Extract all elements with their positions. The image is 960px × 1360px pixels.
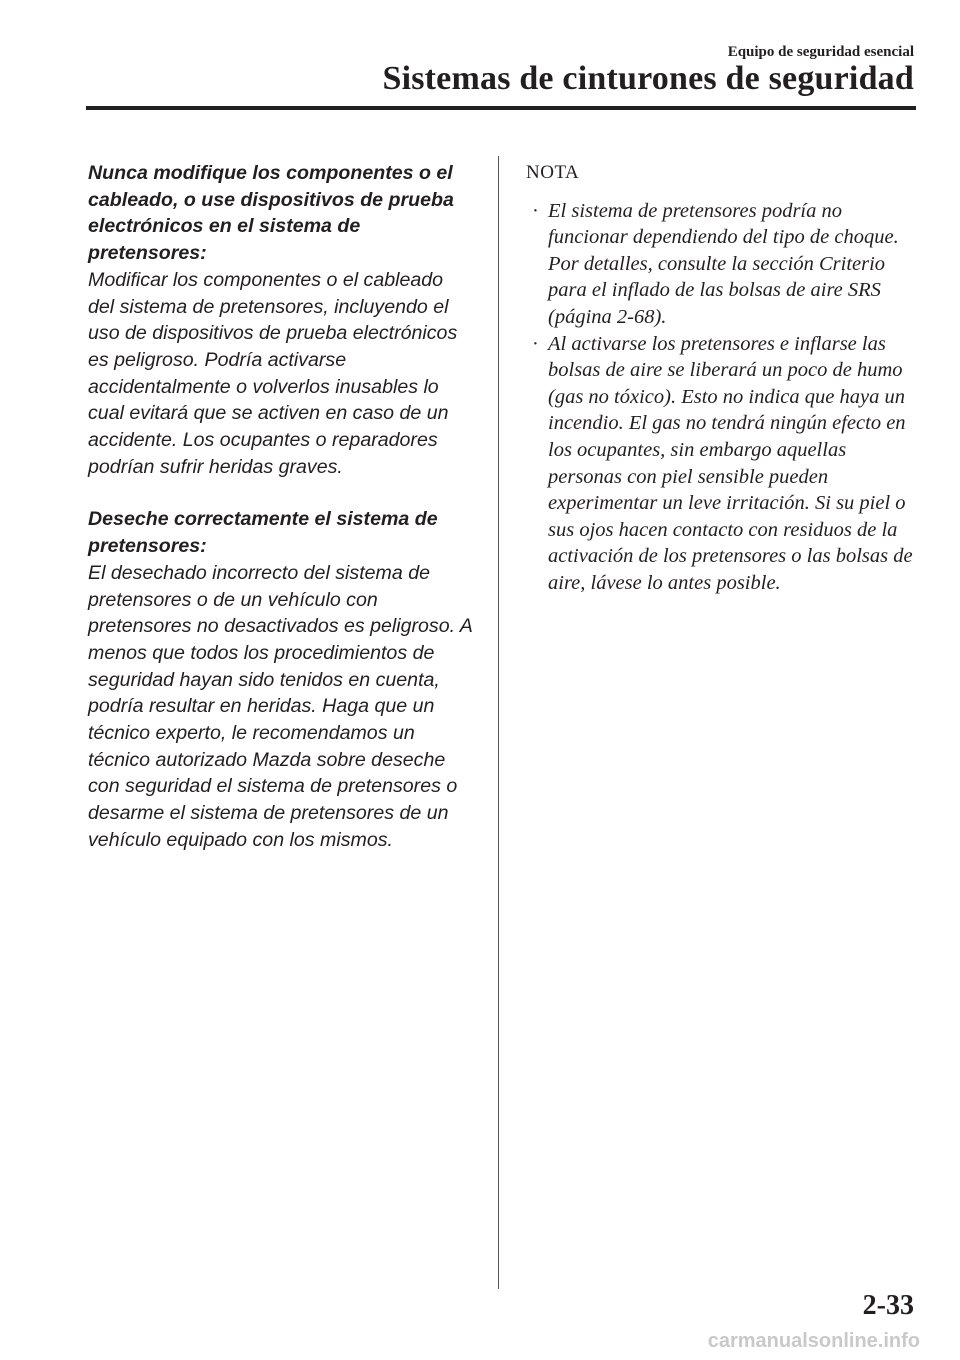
warning-block-1 [88, 160, 474, 480]
bullet-icon: · [532, 199, 539, 222]
bullet-icon: · [532, 332, 539, 355]
page-title: Sistemas de cinturones de seguridad [382, 60, 914, 97]
warning-heading: Deseche correctamente el sistema de pretensores: [88, 508, 438, 558]
page-number: 2-33 [862, 1290, 914, 1321]
watermark: carmanualsonline.info [707, 1330, 920, 1352]
section-label: Equipo de seguridad esencial [727, 44, 914, 60]
note-column [526, 160, 918, 597]
note-item-text: Al activarse los pretensores e inflarse las bolsas de aire se liberará un poco de humo (gas no tóxico). Esto no indica que haya un incendio. El gas no tendrá ningún efecto en los ocupantes, sin embargo aquellas personas con piel sensible pueden experimentar un leve irritación. Si su piel o sus ojos hacen contacto con residuos de la activación de los pretensores o las bolsas de aire, lávese lo antes posible. [548, 332, 913, 594]
warning-body: Modificar los componentes o el cableado del sistema de pretensores, incluyendo el uso de dispositivos de prueba electrónicos es peligroso. Podría activarse accidentalmente o volverlos inusables lo cual evitará que se activen en caso de un accidente. Los ocupantes o reparadores podrían sufrir heridas graves. [88, 268, 458, 478]
note-item-text: El sistema de pretensores podría no funcionar dependiendo del tipo de choque. Por detalles, consulte la sección Criterio para el inflado de las bolsas de aire SRS (página 2-68). [548, 199, 899, 328]
warning-heading: Nunca modifique los componentes o el cableado, o use dispositivos de prueba electrónicos en el sistema de pretensores: [88, 162, 454, 265]
left-column [88, 160, 474, 854]
note-item [526, 198, 918, 331]
warning-body: El desechado incorrecto del sistema de pretensores o de un vehículo con pretensores no desactivados es peligroso. A menos que todos los procedimientos de seguridad hayan sido tenidos en cuenta, podría resultar en heridas. Haga que un técnico experto, le recomendamos un técnico autorizado Mazda sobre deseche con seguridad el sistema de pretensores o desarme el sistema de pretensores de un vehículo equipado con los mismos. [88, 561, 473, 851]
note-item [526, 331, 918, 597]
note-heading: NOTA [526, 162, 580, 183]
warning-block-2 [88, 506, 474, 853]
header-rule [86, 106, 916, 110]
column-divider [498, 156, 499, 1289]
